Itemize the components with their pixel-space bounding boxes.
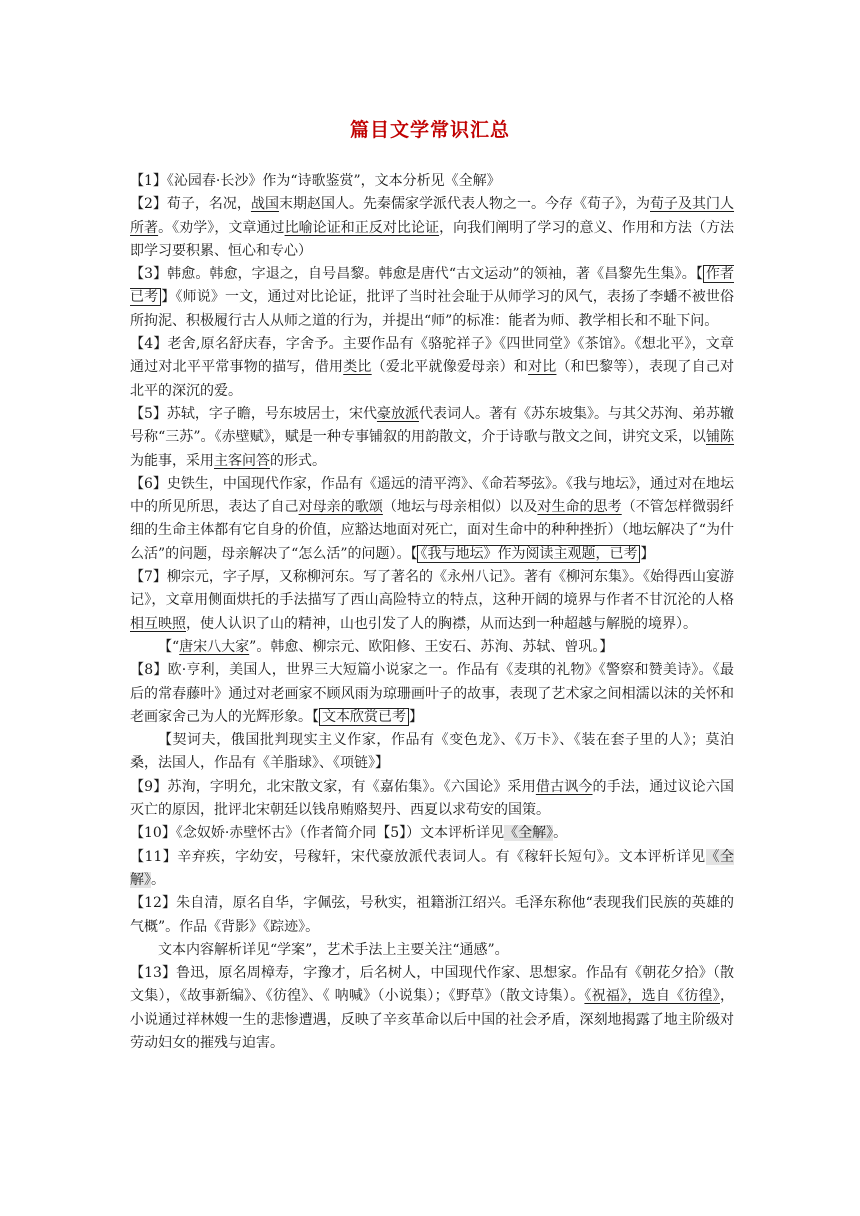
underlined-text: 唐宋八大家 — [179, 638, 250, 655]
text-run: 【7】柳宗元，字子厚，又称柳河东。写了著名的《永州八记》。著有《柳河东集》。《始得西山宴游记》，文章用侧面烘托的手法描写了西山高险特立的特点，这种开阔的境界与作者不甘沉沦的人格 — [130, 569, 734, 609]
text-run: 【8】欧·亨利，美国人，世界三大短篇小说家之一。作品有《麦琪的礼物》《警察和赞美诗》。《最后的常春藤叶》通过对老画家不顾风雨为琼珊画叶子的故事，表现了艺术家之间相濡以沫的关怀和老画家舍己为人的光辉形象。【 — [130, 662, 734, 725]
text-run: 。《劝学》，文章通过 — [158, 219, 285, 236]
entry-paragraph — [130, 776, 734, 823]
entry-paragraph — [130, 170, 734, 193]
underlined-text: 《祝福》，选自《彷徨》 — [584, 988, 720, 1005]
underlined-text: 借古讽今 — [535, 778, 593, 795]
text-run: 【6】史铁生，中国现代作家，作品有《遥远的清平湾》、《命若琴弦》。《我与地坛》，通过对在地坛中的所见所思，表达了自己 — [130, 475, 734, 516]
text-run: （和巴黎等），表现了自己对北平的深沉的爱。 — [130, 359, 735, 399]
entry-paragraph — [130, 333, 734, 403]
underlined-text: 比喻论证和正反对比论证 — [284, 219, 440, 236]
text-run: 文本内容解析详见“学案”，艺术手法上主要关注“通感”。 — [158, 941, 509, 958]
underlined-text: 对母亲的歌颂 — [298, 499, 383, 516]
page-title: 篇目文学常识汇总 — [349, 119, 510, 141]
underlined-text: 豪放派 — [376, 405, 419, 422]
entry-paragraph — [130, 962, 734, 1055]
highlighted-text: 《全解》 — [504, 825, 554, 842]
note-paragraph — [130, 729, 734, 776]
boxed-note: 作者已考 — [130, 266, 734, 306]
text-run: 【2】荀子，名况， — [130, 196, 251, 213]
note-paragraph — [130, 939, 734, 962]
entry-paragraph — [130, 846, 734, 893]
text-run: 。 — [553, 825, 568, 842]
text-run: 【13】鲁迅，原名周樟寿，字豫才，后名树人，中国现代作家、思想家。作品有《朝花夕拾》（散文集），《故事新编》、《彷徨》、《 呐喊》（小说集）；《野草》（散文诗集）。 — [130, 965, 734, 1005]
underlined-text: 主客问答 — [214, 452, 270, 469]
text-run: （地坛与母亲相似）以及 — [382, 499, 538, 516]
underlined-text: 对比 — [528, 359, 557, 376]
underlined-text: 铺陈 — [705, 429, 735, 446]
entry-paragraph — [130, 403, 734, 473]
text-run: 】《师说》一文，通过对比论证，批评了当时社会耻于从师学习的风气，表扬了李蟠不被世俗所拘泥、积极履行古人从师之道的行为，并提出“师”的标准：能者为师、教学相长和不耻下问。 — [130, 289, 735, 329]
entry-paragraph — [130, 473, 734, 566]
text-run: 】 — [409, 708, 423, 725]
text-run: 【“ — [158, 638, 180, 655]
entry-paragraph — [130, 193, 734, 263]
entry-paragraph — [130, 659, 734, 729]
text-run: 【契诃夫，俄国批判现实主义作家，作品有《变色龙》、《万卡》、《装在套子里的人》；莫泊桑，法国人，作品有《羊脂球》、《项链》】 — [130, 732, 734, 772]
underlined-text: 相互映照 — [130, 615, 186, 632]
underlined-text: 类比 — [343, 359, 372, 376]
text-run: 【4】老舍,原名舒庆春，字舍予。主要作品有《骆驼祥子》《四世同堂》《茶馆》。《想北平》，文章通过对北平平常事物的描写，借用 — [130, 336, 734, 376]
highlighted-text: 《全解》 — [130, 848, 735, 888]
underlined-text: 战国 — [250, 196, 279, 213]
text-run: 【10】《念奴娇·赤壁怀古》（作者简介同【5】）文本评析详见 — [130, 825, 505, 842]
entry-paragraph — [130, 566, 734, 636]
boxed-note: 《我与地坛》作为阅读主观题，已考 — [417, 545, 640, 563]
text-run: ”。韩愈、柳宗元、欧阳修、王安石、苏洵、苏轼、曾巩。】 — [249, 638, 614, 655]
text-run: ，小说通过祥林嫂一生的悲惨遭遇，反映了辛亥革命以后中国的社会矛盾，深刻地揭露了地主阶级对劳动妇女的摧残与迫害。 — [130, 988, 734, 1051]
boxed-note: 文本欣赏已考 — [319, 708, 409, 726]
text-run: 【9】苏洵，字明允，北宋散文家，有《嘉佑集》。《六国论》采用 — [130, 778, 536, 795]
text-run: 。 — [151, 871, 165, 888]
text-run: 代表词人。著有《苏东坡集》。与其父苏洵、弟苏辙号称“三苏”。《赤壁赋》，赋是一种专事铺叙的用韵散文，介于诗歌与散文之间，讲究文采，以 — [130, 405, 735, 446]
underlined-text: 荀子及其门人所著 — [130, 196, 735, 236]
text-run: ，使人认识了山的精神，山也引发了人的胸襟，从而达到一种超越与解脱的境界）。 — [186, 615, 697, 632]
document-body — [130, 170, 734, 1055]
text-run: 末期赵国人。先秦儒家学派代表人物之一。今存《荀子》，为 — [278, 196, 651, 213]
text-run: （不管怎样微弱纤细的生命主体都有它自身的价值，应豁达地面对死亡，面对生命中的种种挫折）（地坛解决了“为什么活”的问题，母亲解决了“怎么活”的问题）。【 — [130, 499, 735, 562]
entry-paragraph — [130, 892, 734, 939]
text-run: 【5】苏轼，字子瞻，号东坡居士，宋代 — [130, 405, 377, 422]
text-run: 为能事，采用 — [130, 452, 214, 469]
entry-paragraph — [130, 822, 734, 845]
text-run: 的手法，通过议论六国灭亡的原因，批评北宋朝廷以钱帛贿赂契丹、西夏以求苟安的国策。 — [130, 778, 735, 819]
underlined-text: 对生命的思考 — [537, 499, 622, 516]
text-run: （爱北平就像爱母亲）和 — [371, 359, 529, 376]
text-run: 的形式。 — [270, 452, 326, 469]
text-run: 【11】辛弃疾，字幼安，号稼轩，宋代豪放派代表词人。有《稼轩长短句》。文本评析详见 — [130, 848, 706, 865]
text-run: 【3】韩愈。韩愈，字退之，自号昌黎。韩愈是唐代“古文运动”的领袖，著《昌黎先生集》。【 — [130, 266, 703, 283]
note-paragraph — [130, 636, 734, 659]
text-run: 】 — [640, 545, 655, 562]
text-run: 【12】朱自清，原名自华，字佩弦，号秋实，祖籍浙江绍兴。毛泽东称他“表现我们民族的英雄的气概”。作品《背影》《踪迹》。 — [130, 895, 734, 935]
entry-paragraph — [130, 263, 734, 333]
text-run: ，向我们阐明了学习的意义、作用和方法（方法即学习要积累、恒心和专心） — [130, 219, 735, 259]
text-run: 【1】《沁园春·长沙》作为“诗歌鉴赏”，文本分析见《全解》 — [130, 173, 501, 189]
